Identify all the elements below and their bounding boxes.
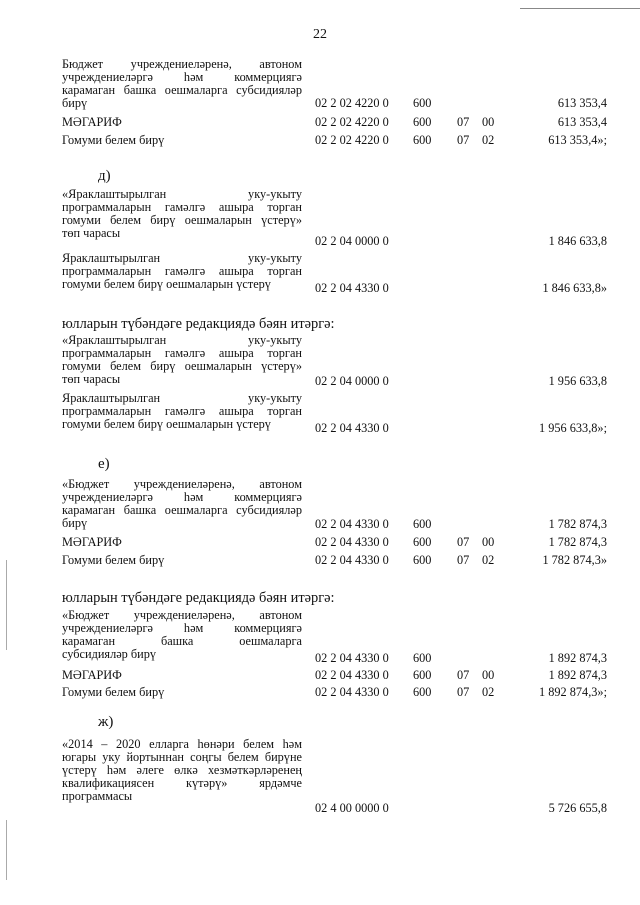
label-line: учреждениеләргә һәм коммерциягә (62, 622, 302, 635)
label-line: төп чарасы (62, 227, 121, 240)
label-line: программаларын гамәлгә ашыра торган (62, 347, 302, 360)
classification-code: 02 2 04 4330 0 (315, 535, 389, 549)
amount: 5 726 655,8 (548, 801, 607, 815)
label-line: бирү (62, 517, 88, 530)
amount: 1 846 633,8» (542, 281, 607, 295)
label-line: гомуми белем бирү оешмаларын үстерү (62, 418, 271, 431)
amount: 1 782 874,3 (548, 517, 607, 531)
row-label: Гомуми белем бирү (62, 553, 165, 567)
amount: 613 353,4 (557, 115, 607, 129)
expense-type: 600 (413, 115, 432, 129)
classification-code: 02 2 04 4330 0 (315, 651, 389, 665)
row-label (62, 609, 302, 661)
label-line: гомуми белем бирү оешмаларын үстерү (62, 278, 271, 291)
subsection-code: 02 (482, 133, 495, 147)
row-label: МӘГАРИФ (62, 115, 122, 129)
row-label (62, 334, 302, 386)
label-line: гомуми белем бирү оешмаларын үстерү» (62, 214, 302, 227)
label-line: карамаган башка оешмаларга (62, 635, 302, 648)
amount: 1 892 874,3 (548, 651, 607, 665)
label-line: карамаган башка оешмаларга субсидияләр (62, 84, 302, 97)
section-code: 07 (457, 685, 470, 699)
label-line: «Бюджет учреждениеләренә, автоном (62, 478, 302, 491)
amount: 1 782 874,3 (548, 535, 607, 549)
section-code: 07 (457, 133, 470, 147)
page-number: 22 (313, 27, 327, 42)
label-line: «2014 – 2020 елларга һөнәри белем һәм (62, 738, 302, 751)
label-line: программаларын гамәлгә ашыра торган (62, 265, 302, 278)
section-code: 07 (457, 553, 470, 567)
classification-code: 02 2 04 4330 0 (315, 668, 389, 682)
label-line: гомуми белем бирү оешмаларын үстерү» (62, 360, 302, 373)
label-line: программаларын гамәлгә ашыра торган (62, 405, 302, 418)
section-letter-e: е) (98, 456, 110, 472)
label-line: квалификациясен күтәрү» ярдәмче (62, 777, 302, 790)
amount: 1 956 633,8 (548, 374, 607, 388)
row-label (62, 738, 302, 803)
expense-type: 600 (413, 96, 432, 110)
row-label: Гомуми белем бирү (62, 133, 165, 147)
label-line: субсидияләр бирү (62, 648, 157, 661)
label-line: «Бюджет учреждениеләренә, автоном (62, 609, 302, 622)
row-label: МӘГАРИФ (62, 535, 122, 549)
classification-code: 02 2 04 4330 0 (315, 517, 389, 531)
row-label: Гомуми белем бирү (62, 685, 165, 699)
left-edge-mark (6, 560, 7, 650)
amount: 1 892 874,3»; (539, 685, 607, 699)
subsection-code: 02 (482, 553, 495, 567)
classification-code: 02 2 02 4220 0 (315, 96, 389, 110)
classification-code: 02 2 04 0000 0 (315, 374, 389, 388)
subsection-code: 00 (482, 535, 495, 549)
label-line: программасы (62, 790, 133, 803)
amount: 1 846 633,8 (548, 234, 607, 248)
row-label (62, 392, 302, 431)
expense-type: 600 (413, 651, 432, 665)
revision-heading: юлларын түбәндәге редакциядә бәян итәргә: (62, 316, 335, 332)
row-label (62, 58, 302, 110)
label-line: учреждениеләргә һәм коммерциягә (62, 71, 302, 84)
label-line: «Яраклаштырылган уку-укыту (62, 188, 302, 201)
label-line: «Яраклаштырылган уку-укыту (62, 334, 302, 347)
label-line: программаларын гамәлгә ашыра торган (62, 201, 302, 214)
classification-code: 02 4 00 0000 0 (315, 801, 389, 815)
classification-code: 02 2 04 4330 0 (315, 685, 389, 699)
classification-code: 02 2 04 0000 0 (315, 234, 389, 248)
row-label (62, 252, 302, 291)
expense-type: 600 (413, 535, 432, 549)
label-line: югары уку йортыннан соңгы белем бирүне (62, 751, 302, 764)
label-line: Бюджет учреждениеләренә, автоном (62, 58, 302, 71)
section-code: 07 (457, 535, 470, 549)
amount: 1 956 633,8»; (539, 421, 607, 435)
subsection-code: 00 (482, 115, 495, 129)
row-label: МӘГАРИФ (62, 668, 122, 682)
amount: 1 782 874,3» (542, 553, 607, 567)
expense-type: 600 (413, 685, 432, 699)
classification-code: 02 2 02 4220 0 (315, 115, 389, 129)
classification-code: 02 2 04 4330 0 (315, 421, 389, 435)
label-line: бирү (62, 97, 88, 110)
section-letter-d: д) (98, 168, 111, 184)
label-line: үстерү һәм әлеге өлкә хезмәткәрләренең (62, 764, 302, 777)
label-line: Яраклаштырылган уку-укыту (62, 252, 302, 265)
revision-heading: юлларын түбәндәге редакциядә бәян итәргә: (62, 590, 335, 606)
section-letter-zh: ж) (98, 714, 114, 730)
label-line: учреждениеләргә һәм коммерциягә (62, 491, 302, 504)
expense-type: 600 (413, 553, 432, 567)
expense-type: 600 (413, 517, 432, 531)
left-edge-mark-lower (6, 820, 7, 880)
row-label (62, 188, 302, 240)
expense-type: 600 (413, 133, 432, 147)
subsection-code: 00 (482, 668, 495, 682)
amount: 613 353,4 (557, 96, 607, 110)
subsection-code: 02 (482, 685, 495, 699)
classification-code: 02 2 02 4220 0 (315, 133, 389, 147)
amount: 1 892 874,3 (548, 668, 607, 682)
section-code: 07 (457, 668, 470, 682)
classification-code: 02 2 04 4330 0 (315, 553, 389, 567)
label-line: Яраклаштырылган уку-укыту (62, 392, 302, 405)
label-line: карамаган башка оешмаларга субсидияләр (62, 504, 302, 517)
amount: 613 353,4»; (548, 133, 607, 147)
classification-code: 02 2 04 4330 0 (315, 281, 389, 295)
label-line: төп чарасы (62, 373, 121, 386)
row-label (62, 478, 302, 530)
section-code: 07 (457, 115, 470, 129)
top-right-rule (520, 8, 640, 9)
expense-type: 600 (413, 668, 432, 682)
